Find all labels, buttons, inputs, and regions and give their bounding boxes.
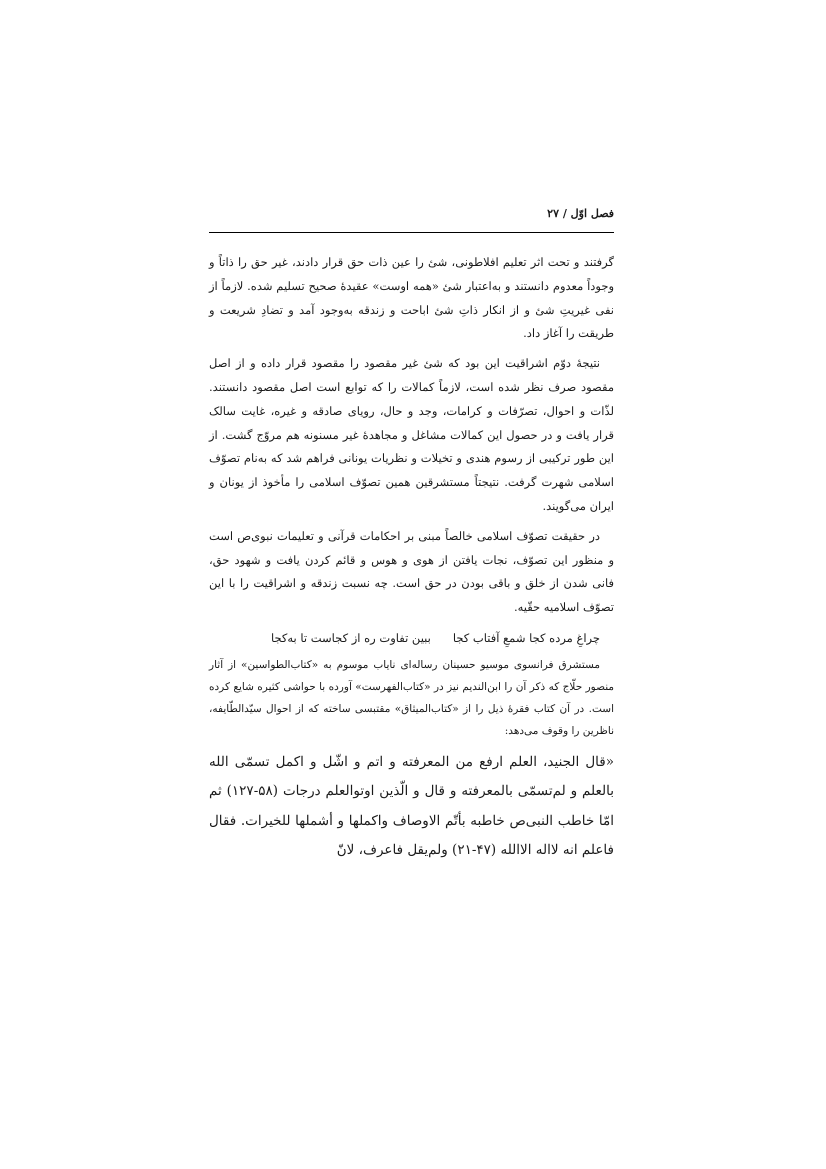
persian-verse (209, 626, 614, 650)
paragraph-3: در حقيقت تصوّف اسلامی خالصاً مبنی بر احکامات قرآنی و تعليمات نبوی‌ص است و منظور اين تصوّف، نجات يافتن از هوی و هوس و قائم کردن يافت و شهود حق، فانی شدن از خلق و باقی بودن در حق است. چه نسبت زندقه و اشراقيت را با اين تصوّف اسلاميه حقّيه. (209, 528, 614, 615)
book-page (209, 0, 614, 1169)
verse-hemistich-2: ببين تفاوت ره از کجاست تا به‌کجا (270, 630, 431, 645)
verse-hemistich-1: چراغِ مرده کجا شمعِ آفتاب کجا (452, 630, 600, 645)
paragraph-1: گرفتند و تحت اثر تعليم افلاطونی، شئ را عين ذات حق قرار دادند، غير حق را ذاتاً و وجوداً معدوم دانستند و به‌اعتبار شئ «همه اوست» عقيدهٔ صحيح تسليم شده. لازماً از نفی غيريتِ شئ و از انکار ذاتِ شئ اباحت و زندقه به‌وجود آمد و تضادِ شريعت و طريقت را آغاز داد. (209, 255, 614, 341)
paragraph-4: مستشرق فرانسوی موسيو حسينان رساله‌ای ناياب موسوم به «کتاب‌الطواسين» از آثار منصور حلّاج که ذکر آن را ابن‌النديم نيز در «کتاب‌الفهرست» آورده با حواشی کثيره شايع کرده است. در آن کتاب فقرهٔ ذيل را از «کتاب‌الميثاق» مقتبسی ساخته که از احوال سيّدالطّايفه، ناظرين را وقوف می‌دهد: (209, 658, 614, 737)
paragraph-2: نتيجهٔ دوّم اشراقيت اين بود که شئ غير مقصود را مقصود قرار داده و از اصل مقصود صرف نظر شده است، لازماً کمالات را که توابع است اصل مقصود دانستند. لذّات و احوال، تصرّفات و کرامات، وجد و حال، رويای صادقه و غيره، غايت سالک قرار يافت و در حصول اين کمالات مشاغل و مجاهدهٔ غير مسنونه هم مروّج گشت. از اين طور ترکيبی از رسوم هندی و تخيلات و نظريات يونانی فراهم شد که به‌نام تصوّف اسلامی شهرت گرفت. نتيجتاً مستشرقين همين تصوّف اسلامی را مأخوذ از يونان و ايران می‌گويند. (209, 356, 614, 513)
arabic-quote: «قال الجنيد، العلم ارفع من المعرفته و اتم و اشّل و اکمل تسمّى الله بالعلم و لم‌تسمّى بالمعرفته و قال و الّذين اوتوالعلم درجات (۵۸-۱۲۷) ثم امّا خاطب النبی‌ص خاطبه بأتّم الاوصاف واکملها و أشملها للخيرات. فقال فاعلم انه لااله الاالله (۴۷-۲۱) ولم‌يقل فاعرف، لانّ (209, 753, 614, 859)
running-head: فصل اوّل / ۲۷ (547, 207, 614, 220)
header-rule (209, 232, 614, 233)
body-text (209, 251, 614, 866)
